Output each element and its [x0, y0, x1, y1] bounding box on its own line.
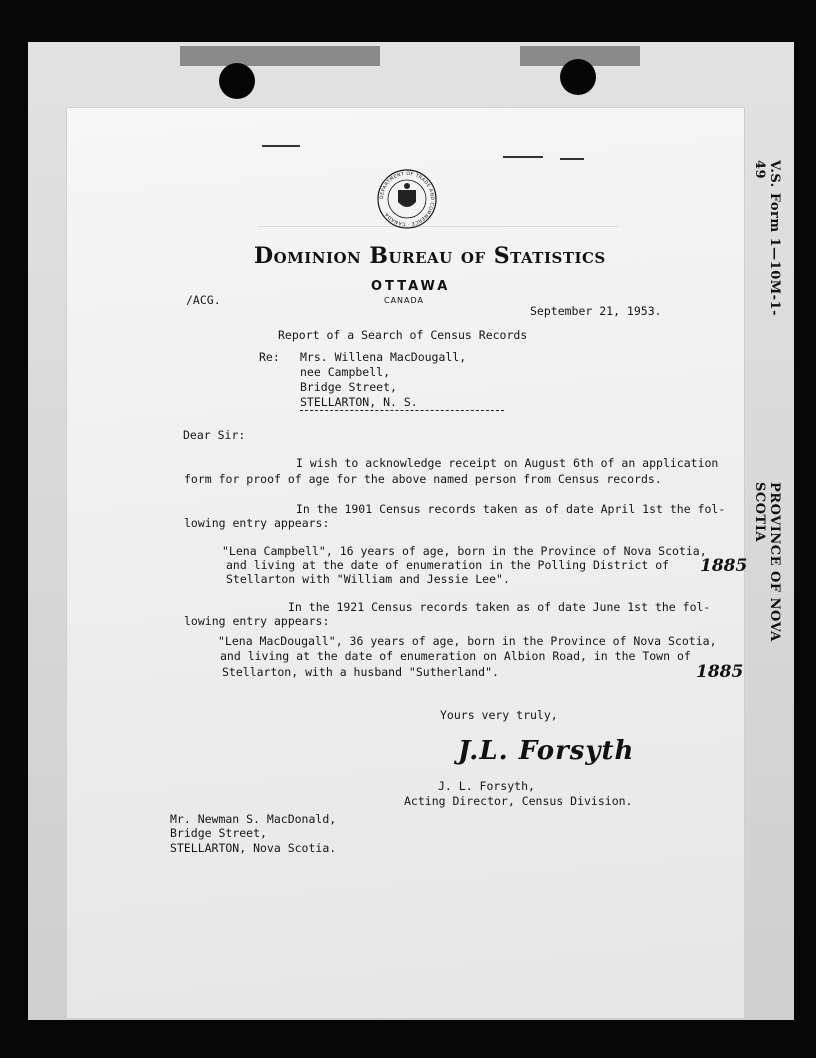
paragraph-line: "Lena Campbell", 16 years of age, born in the Province of Nova Scotia, — [222, 544, 707, 558]
letter-subject: Report of a Search of Census Records — [278, 328, 528, 342]
paragraph-line: I wish to acknowledge receipt on August 6th of an application — [296, 456, 719, 470]
signer-name: J. L. Forsyth, — [438, 779, 535, 793]
organization-name: Dominion Bureau of Statistics — [254, 243, 606, 269]
pencil-mark — [262, 145, 300, 147]
handwritten-year: 1885 — [700, 556, 748, 576]
salutation: Dear Sir: — [183, 428, 246, 442]
signer-title: Acting Director, Census Division. — [404, 794, 633, 808]
tape-strip — [180, 46, 380, 66]
reference-code: /ACG. — [186, 293, 221, 307]
re-line: STELLARTON, N. S. — [300, 395, 418, 409]
seal-text: DEPARTMENT OF TRADE AND COMMERCE · CANADA — [379, 171, 435, 227]
letterhead-country: CANADA — [384, 296, 425, 305]
punch-hole — [219, 63, 255, 99]
re-line: nee Campbell, — [300, 365, 391, 379]
pencil-mark — [560, 158, 584, 160]
paragraph-line: lowing entry appears: — [184, 516, 330, 530]
paragraph-line: lowing entry appears: — [184, 614, 330, 628]
handwritten-year: 1885 — [696, 662, 744, 682]
addressee-line: Bridge Street, — [170, 826, 267, 840]
paragraph-line: In the 1921 Census records taken as of date June 1st the fol- — [288, 600, 711, 614]
letter-closing: Yours very truly, — [440, 708, 558, 722]
re-line: Mrs. Willena MacDougall, — [300, 350, 467, 364]
signature: J.L. Forsyth — [458, 736, 635, 766]
crest-seal-icon — [376, 168, 438, 230]
paragraph-line: form for proof of age for the above named person from Census records. — [184, 472, 662, 486]
addressee-line: Mr. Newman S. MacDonald, — [170, 812, 337, 826]
punch-hole — [560, 59, 596, 95]
paragraph-line: Stellarton, with a husband "Sutherland". — [222, 665, 499, 679]
paragraph-line: and living at the date of enumeration on Albion Road, in the Town of — [220, 649, 691, 663]
pencil-mark — [503, 156, 543, 158]
paragraph-line: and living at the date of enumeration in the Polling District of — [226, 558, 670, 572]
letter-date: September 21, 1953. — [530, 304, 662, 318]
divider-line — [300, 410, 504, 411]
province-label: PROVINCE OF NOVA SCOTIA — [752, 482, 782, 642]
paragraph-line: "Lena MacDougall", 36 years of age, born in the Province of Nova Scotia, — [218, 634, 717, 648]
paragraph-line: Stellarton with "William and Jessie Lee". — [226, 572, 510, 586]
re-line: Bridge Street, — [300, 380, 397, 394]
letterhead-city: OTTAWA — [371, 279, 451, 294]
paragraph-line: In the 1901 Census records taken as of date April 1st the fol- — [296, 502, 726, 516]
form-number-label: V.S. Form 1—10M-1-49 — [752, 160, 782, 316]
re-label: Re: — [259, 350, 280, 364]
addressee-line: STELLARTON, Nova Scotia. — [170, 841, 337, 855]
